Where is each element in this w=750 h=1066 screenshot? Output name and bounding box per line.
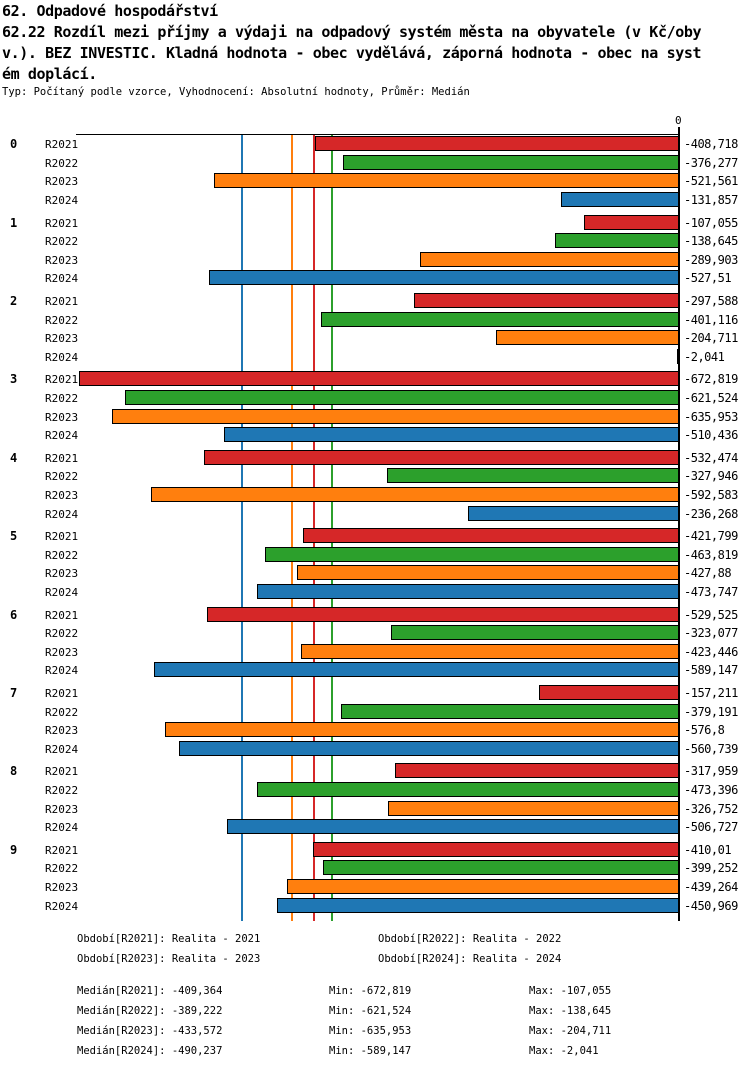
bar-r2021-group-3 [79,371,679,386]
row-label-r2023-group-5: R2023 [45,567,79,581]
group-label-0: 0 [10,137,18,152]
value-label-r2024-group-4: -236,268 [684,506,738,521]
row-label-r2022-group-3: R2022 [45,392,79,405]
bar-r2024-group-4 [468,506,679,521]
bar-r2023-group-6 [301,644,679,659]
row-label-r2023-group-8: R2023 [45,802,79,816]
value-label-r2022-group-8: -473,396 [684,783,738,797]
group-label-5: 5 [10,529,18,544]
group-label-4: 4 [10,450,18,465]
bar-r2023-group-4 [151,487,679,502]
value-label-r2021-group-5: -421,799 [684,529,738,544]
row-label-r2021-group-5: R2021 [45,530,79,544]
row-label-r2021-group-7: R2021 [45,687,79,700]
row-label-r2022-group-7: R2022 [45,705,79,719]
bar-r2024-group-8 [227,819,679,834]
row-label-r2023-group-4: R2023 [45,489,79,502]
value-label-r2021-group-7: -157,211 [684,686,738,700]
value-label-r2023-group-0: -521,561 [684,174,738,189]
row-label-r2022-group-6: R2022 [45,627,79,641]
value-label-r2022-group-3: -621,524 [684,391,738,405]
row-label-r2024-group-5: R2024 [45,586,79,599]
bar-r2021-group-5 [303,528,679,543]
indicator-title-line2: v.). BEZ INVESTIC. Kladná hodnota - obec vydělává, záporná hodnota - obec na syst [2,44,702,62]
group-label-6: 6 [10,607,18,622]
value-label-r2023-group-9: -439,264 [684,880,738,894]
value-label-r2021-group-3: -672,819 [684,372,738,387]
group-label-2: 2 [10,294,18,308]
value-label-r2024-group-7: -560,739 [684,741,738,756]
bar-r2023-group-9 [287,879,679,894]
bar-r2024-group-6 [154,662,679,677]
value-label-r2022-group-1: -138,645 [684,234,738,249]
bar-r2022-group-5 [265,547,679,562]
value-label-r2021-group-2: -297,588 [684,294,738,308]
indicator-meta: Typ: Počítaný podle vzorce, Vyhodnocení: Absolutní hodnoty, Průměr: Medián [2,86,470,98]
value-label-r2024-group-2: -2,041 [684,349,725,364]
bar-r2021-group-4 [204,450,679,465]
bar-r2021-group-7 [539,685,679,700]
row-label-r2024-group-2: R2024 [45,350,79,364]
value-label-r2023-group-4: -592,583 [684,488,738,502]
row-label-r2023-group-0: R2023 [45,175,79,189]
group-label-9: 9 [10,842,18,857]
stat-median-r2024: Medián[R2024]: -490,237 [77,1045,223,1057]
value-label-r2021-group-1: -107,055 [684,215,738,230]
legend-item-r2024: Období[R2024]: Realita - 2024 [378,953,562,965]
bar-r2023-group-8 [388,801,679,816]
bar-r2022-group-8 [257,782,679,797]
value-label-r2024-group-9: -450,969 [684,898,738,913]
row-label-r2022-group-9: R2022 [45,862,79,876]
row-label-r2024-group-1: R2024 [45,272,79,286]
bar-r2023-group-5 [297,565,679,580]
bar-r2022-group-1 [555,233,679,248]
bar-r2023-group-0 [214,173,679,188]
row-label-r2024-group-6: R2024 [45,664,79,678]
value-label-r2021-group-9: -410,01 [684,842,732,857]
indicator-title-line1: 62.22 Rozdíl mezi příjmy a výdaji na odpadový systém města na obyvatele (v Kč/oby [2,23,702,41]
stat-max-r2022: Max: -138,645 [529,1005,612,1017]
report-section-title: 62. Odpadové hospodářství [2,2,218,20]
stat-min-r2023: Min: -635,953 [329,1025,412,1037]
zero-axis [678,127,680,921]
group-label-3: 3 [10,372,18,387]
row-label-r2024-group-8: R2024 [45,821,79,835]
value-label-r2023-group-1: -289,903 [684,252,738,267]
stat-min-r2024: Min: -589,147 [329,1045,412,1057]
row-label-r2023-group-6: R2023 [45,645,79,659]
bar-r2021-group-9 [313,842,679,857]
bar-r2021-group-0 [315,136,679,151]
median-line-r2023 [291,134,293,921]
row-label-r2021-group-0: R2021 [45,138,79,152]
bar-r2022-group-2 [321,312,679,327]
value-label-r2023-group-5: -427,88 [684,566,732,581]
value-label-r2021-group-6: -529,525 [684,607,738,622]
row-label-r2022-group-5: R2022 [45,548,79,562]
value-label-r2021-group-4: -532,474 [684,450,738,465]
group-label-7: 7 [10,686,18,700]
bar-r2024-group-1 [209,270,679,285]
group-label-1: 1 [10,215,18,230]
value-label-r2022-group-5: -463,819 [684,547,738,562]
bar-r2022-group-0 [343,155,679,170]
group-label-8: 8 [10,764,18,779]
row-label-r2021-group-1: R2021 [45,216,79,230]
stat-min-r2021: Min: -672,819 [329,985,412,997]
bar-r2024-group-9 [277,898,679,913]
row-label-r2022-group-4: R2022 [45,470,79,484]
legend-item-r2022: Období[R2022]: Realita - 2022 [378,933,562,945]
row-label-r2024-group-3: R2024 [45,429,79,443]
bar-r2024-group-7 [179,741,679,756]
row-label-r2021-group-9: R2021 [45,843,79,857]
row-label-r2022-group-2: R2022 [45,313,79,327]
bar-r2024-group-3 [224,427,679,442]
plot-top-border [76,134,679,135]
median-line-r2024 [241,134,243,921]
row-label-r2024-group-4: R2024 [45,507,79,521]
row-label-r2022-group-8: R2022 [45,784,79,797]
value-label-r2023-group-8: -326,752 [684,801,738,816]
bar-r2022-group-9 [323,860,679,875]
bar-r2021-group-6 [207,607,679,622]
bar-r2022-group-7 [341,704,679,719]
row-label-r2021-group-3: R2021 [45,373,79,387]
legend-item-r2021: Období[R2021]: Realita - 2021 [77,933,261,945]
row-label-r2024-group-7: R2024 [45,742,79,756]
bar-r2021-group-2 [414,293,679,308]
row-label-r2021-group-4: R2021 [45,451,79,465]
value-label-r2022-group-9: -399,252 [684,861,738,876]
value-label-r2021-group-0: -408,718 [684,137,738,152]
row-label-r2021-group-6: R2021 [45,608,79,622]
bar-r2024-group-0 [561,192,679,207]
stat-median-r2022: Medián[R2022]: -389,222 [77,1005,223,1017]
row-label-r2023-group-2: R2023 [45,332,79,346]
stat-max-r2024: Max: -2,041 [529,1045,599,1057]
value-label-r2022-group-6: -323,077 [684,626,738,641]
value-label-r2024-group-8: -506,727 [684,820,738,835]
row-label-r2023-group-9: R2023 [45,881,79,894]
bar-r2024-group-5 [257,584,679,599]
row-label-r2023-group-1: R2023 [45,253,79,267]
bar-r2022-group-4 [387,468,679,483]
stat-min-r2022: Min: -621,524 [329,1005,412,1017]
value-label-r2023-group-6: -423,446 [684,644,738,659]
row-label-r2022-group-1: R2022 [45,235,79,249]
zero-tick-label: 0 [675,114,682,127]
value-label-r2021-group-8: -317,959 [684,764,738,779]
row-label-r2024-group-9: R2024 [45,899,79,913]
bar-r2023-group-7 [165,722,679,737]
row-label-r2021-group-2: R2021 [45,295,79,308]
stat-median-r2023: Medián[R2023]: -433,572 [77,1025,223,1037]
value-label-r2024-group-5: -473,747 [684,585,738,599]
bar-r2021-group-1 [584,215,679,230]
value-label-r2022-group-0: -376,277 [684,155,738,170]
row-label-r2023-group-7: R2023 [45,724,79,738]
stat-median-r2021: Medián[R2021]: -409,364 [77,985,223,997]
stat-max-r2023: Max: -204,711 [529,1025,612,1037]
indicator-title-line3: ém doplácí. [2,65,97,83]
value-label-r2024-group-0: -131,857 [684,193,738,207]
value-label-r2023-group-3: -635,953 [684,409,738,424]
bar-r2021-group-8 [395,763,679,778]
bar-r2022-group-6 [391,625,679,640]
bar-r2023-group-3 [112,409,679,424]
value-label-r2024-group-6: -589,147 [684,663,738,678]
row-label-r2022-group-0: R2022 [45,156,79,170]
legend-item-r2023: Období[R2023]: Realita - 2023 [77,953,261,965]
value-label-r2022-group-4: -327,946 [684,469,738,484]
value-label-r2023-group-2: -204,711 [684,331,738,346]
row-label-r2024-group-0: R2024 [45,194,79,207]
value-label-r2022-group-7: -379,191 [684,704,738,719]
value-label-r2023-group-7: -576,8 [684,723,725,738]
row-label-r2023-group-3: R2023 [45,410,79,424]
bar-r2022-group-3 [125,390,679,405]
stat-max-r2021: Max: -107,055 [529,985,612,997]
value-label-r2024-group-1: -527,51 [684,271,732,286]
value-label-r2024-group-3: -510,436 [684,428,738,443]
bar-r2023-group-2 [496,330,679,345]
value-label-r2022-group-2: -401,116 [684,312,738,327]
row-label-r2021-group-8: R2021 [45,765,79,779]
bar-r2023-group-1 [420,252,679,267]
